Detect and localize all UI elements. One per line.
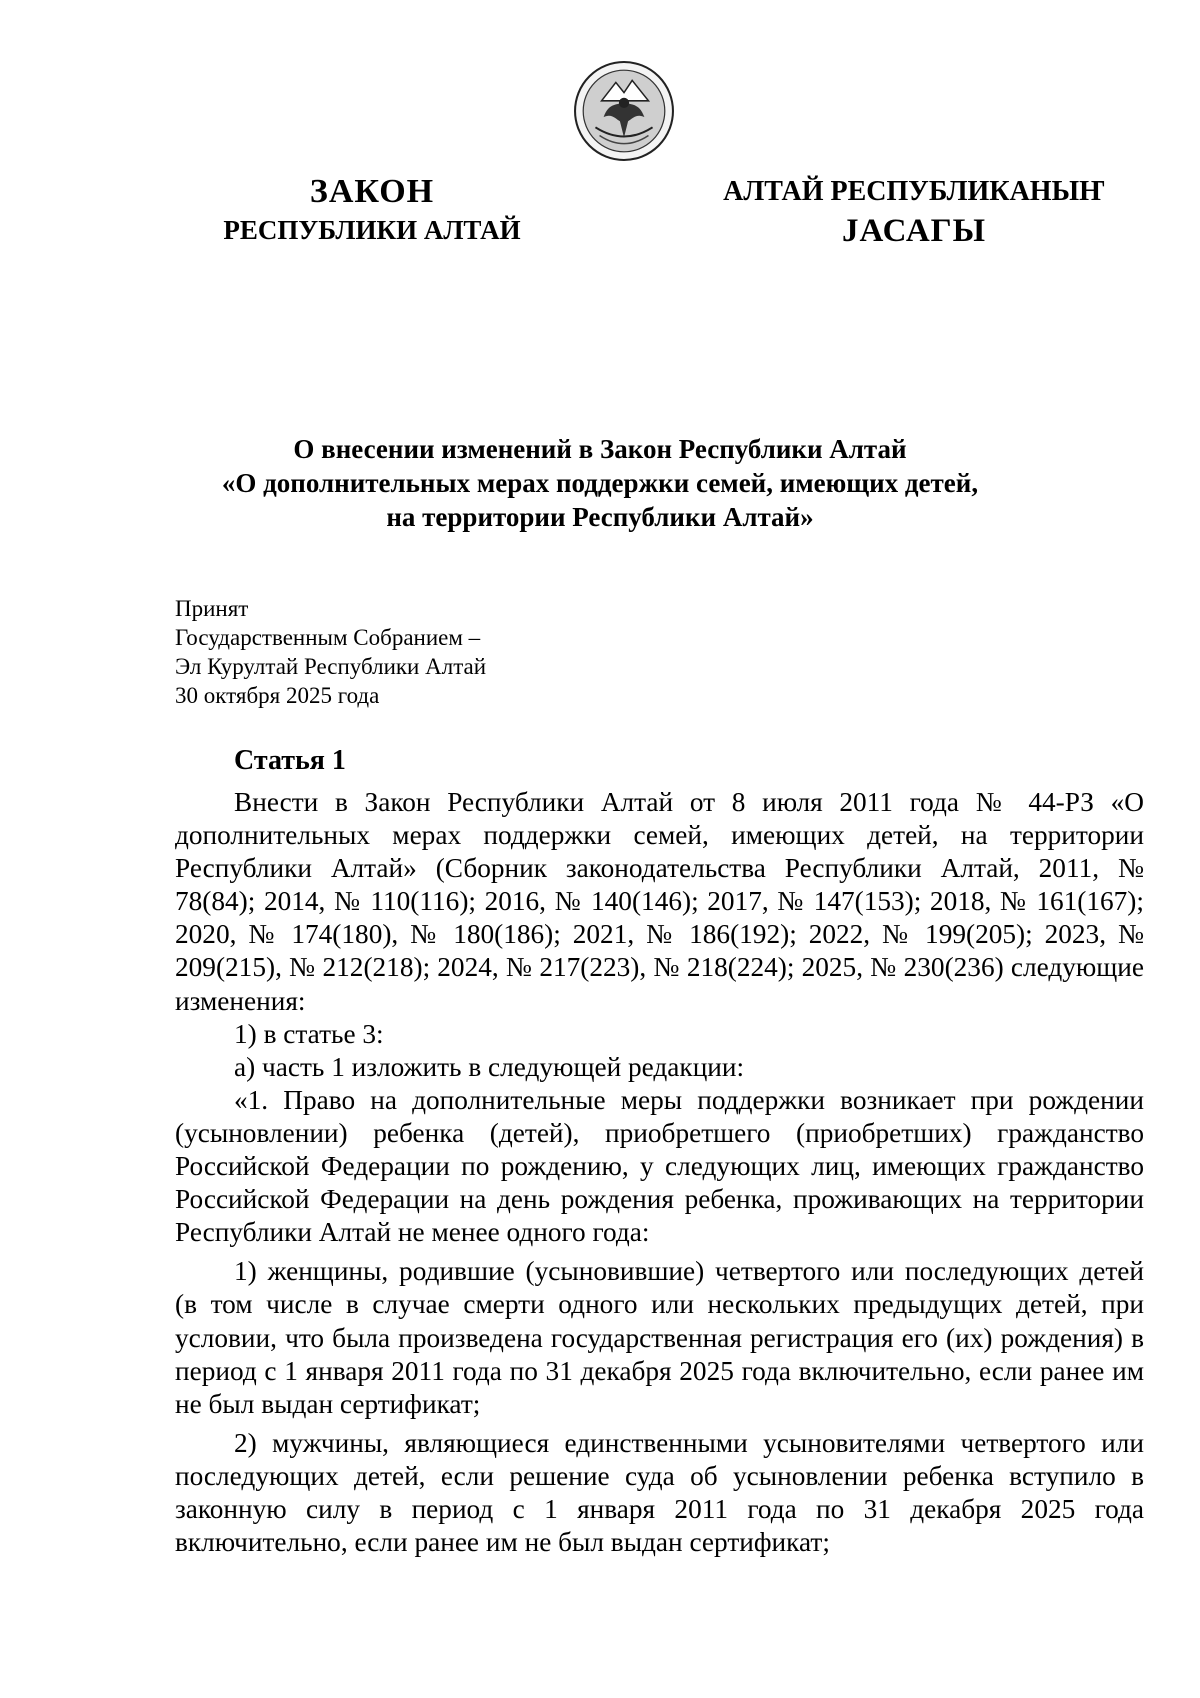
adoption-date: 30 октября 2025 года (175, 683, 380, 708)
header-left (222, 172, 522, 248)
header-right-line2: JАСАГЫ (841, 213, 987, 249)
adoption-line1: Принят (175, 596, 249, 621)
article-paragraph: «1. Право на дополнительные меры поддержки возникает при рождении (усыновлении) ребенка (детей), приобретшего (приобретших) гражданство Российской Федерации по рождению, у следующих лиц, имеющих гражданство Российской Федерации на день рождения ребенка, проживающих на территории Республики Алтай не менее одного года: (175, 1084, 1144, 1248)
law-title-line2: «О дополнительных мерах поддержки семей, имеющих детей, (221, 468, 979, 498)
law-title (160, 432, 1040, 534)
article-paragraph: 1) в статье 3: (234, 1018, 384, 1049)
adoption-line2: Государственным Собранием – (175, 625, 481, 650)
law-title-line1: О внесении изменений в Закон Республики Алтай (293, 434, 907, 464)
article-paragraph: а) часть 1 изложить в следующей редакции: (234, 1051, 745, 1082)
law-title-line3: на территории Республики Алтай» (386, 502, 814, 532)
article-body (175, 786, 1144, 1559)
article-paragraph: 1) женщины, родившие (усыновившие) четвертого или последующих детей (в том числе в случае смерти одного или нескольких предыдущих детей, при условии, что была произведена государственная регистрация его (их) рождения) в период с 1 января 2011 года по 31 декабря 2025 года включительно, если ранее им не был выдан сертификат; (175, 1256, 1144, 1419)
adoption-line3: Эл Курултай Республики Алтай (175, 654, 487, 679)
coat-of-arms-emblem (573, 60, 675, 162)
header-right-line1: АЛТАЙ РЕСПУБЛИКАНЫҤ (723, 176, 1105, 207)
article-paragraph: Внести в Закон Республики Алтай от 8 июля 2011 года № 44-РЗ «О дополнительных мерах поддержки семей, имеющих детей, на территории Республики Алтай» (Сборник законодательства Республики Алтай, 2011, № 78(84); 2014, № 110(116); 2016, № 140(146); 2017, № 147(153); 2018, № 161(167); 2020, № 174(180), № 180(186); 2021, № 186(192); 2022, № 199(205); 2023, № 209(215), № 212(218); 2024, № 217(223), № 218(224); 2025, № 230(236) следующие изменения: (175, 787, 1144, 1016)
adoption-block (175, 594, 486, 710)
header-left-line2: РЕСПУБЛИКИ АЛТАЙ (223, 215, 521, 245)
header-right (694, 172, 1134, 250)
article-heading: Статья 1 (234, 745, 346, 776)
header-left-line1: ЗАКОН (309, 173, 435, 210)
altai-republic-coat-of-arms-icon (573, 60, 675, 162)
article-paragraph: 2) мужчины, являющиеся единственными усыновителями четвертого или последующих детей, если решение суда об усыновлении ребенка вступило в законную силу в период с 1 января 2011 года по 31 декабря 2025 года включительно, если ранее им не был выдан сертификат; (175, 1427, 1144, 1558)
